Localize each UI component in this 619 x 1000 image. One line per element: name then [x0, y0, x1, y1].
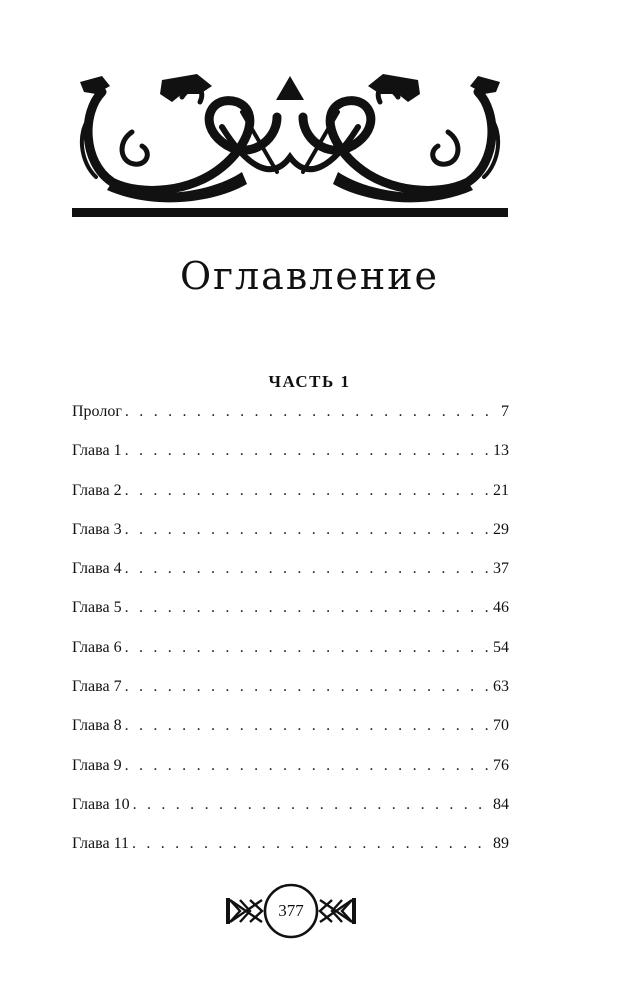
toc-entry-label: Глава 1: [72, 442, 122, 460]
toc-entry[interactable]: [72, 754, 509, 793]
toc-entry[interactable]: [72, 479, 509, 518]
toc-entry[interactable]: [72, 439, 509, 478]
toc-entry[interactable]: [72, 518, 509, 557]
toc-entry-label: Глава 8: [72, 717, 122, 735]
toc-entry-label: Глава 6: [72, 638, 122, 656]
toc-leader-dots: [125, 714, 490, 738]
toc-entry-page: 84: [493, 795, 509, 813]
page-number: 377: [278, 901, 304, 920]
toc-entry-page: 54: [493, 638, 509, 656]
toc-leader-dots: [125, 479, 490, 503]
toc-entry-page: 37: [493, 560, 509, 578]
toc-entry[interactable]: [72, 557, 509, 596]
toc-entry[interactable]: [72, 832, 509, 871]
toc-entry-page: 13: [493, 442, 509, 460]
toc-entry[interactable]: [72, 675, 509, 714]
toc-entry-page: 29: [493, 520, 509, 538]
toc-entry-page: 21: [493, 481, 509, 499]
toc-entry-page: 46: [493, 599, 509, 617]
toc-leader-dots: [125, 636, 490, 660]
toc-leader-dots: [125, 754, 490, 778]
toc-entry-page: 70: [493, 717, 509, 735]
toc-leader-dots: [133, 793, 490, 817]
toc-entry[interactable]: [72, 793, 509, 832]
toc-entry-page: 63: [493, 678, 509, 696]
toc-entry[interactable]: [72, 400, 509, 439]
toc-entry-label: Глава 7: [72, 678, 122, 696]
toc-leader-dots: [125, 400, 498, 424]
toc-entry[interactable]: [72, 596, 509, 635]
toc-entry-label: Глава 2: [72, 481, 122, 499]
toc-entry-label: Глава 4: [72, 560, 122, 578]
toc-entry-label: Глава 5: [72, 599, 122, 617]
toc-entry[interactable]: [72, 636, 509, 675]
toc-leader-dots: [125, 557, 490, 581]
toc-entry-page: 89: [493, 835, 509, 853]
page-title: Оглавление: [179, 254, 440, 298]
toc-entry-label: Глава 9: [72, 756, 122, 774]
toc-leader-dots: [125, 596, 490, 620]
toc-entry-label: Пролог: [72, 403, 122, 420]
table-of-contents: [72, 400, 509, 872]
toc-leader-dots: [125, 518, 490, 542]
toc-entry-page: 76: [493, 756, 509, 774]
toc-leader-dots: [125, 675, 490, 699]
toc-entry-label: Глава 11: [72, 835, 129, 853]
dragon-knot-ornament-icon: [72, 72, 508, 218]
part-heading: ЧАСТЬ 1: [268, 372, 351, 391]
toc-entry[interactable]: [72, 714, 509, 753]
toc-entry-label: Глава 10: [72, 795, 130, 813]
toc-leader-dots: [132, 832, 490, 856]
toc-entry-page: 7: [501, 403, 509, 420]
toc-entry-label: Глава 3: [72, 520, 122, 538]
toc-leader-dots: [125, 439, 490, 463]
